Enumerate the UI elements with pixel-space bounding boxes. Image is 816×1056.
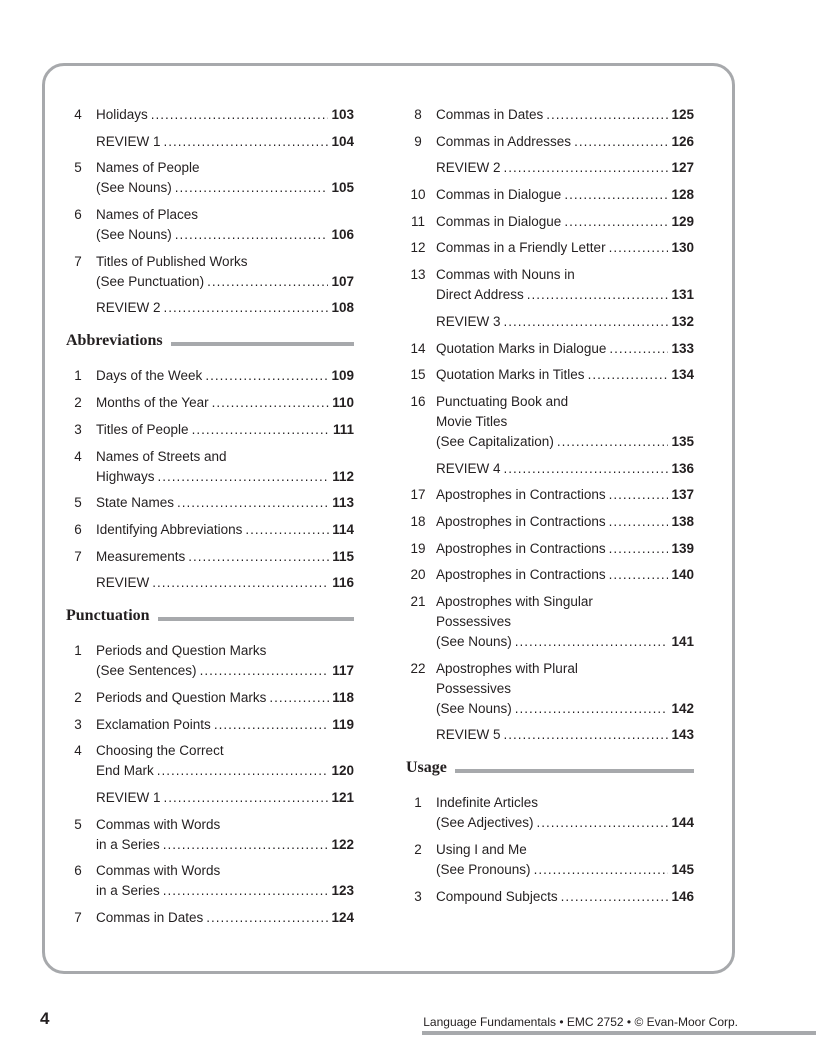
toc-entry[interactable]	[400, 265, 694, 305]
entry-title: Commas in Dialogue	[436, 213, 562, 229]
dot-leader	[157, 761, 329, 781]
page-reference: 120	[331, 763, 354, 779]
toc-entry[interactable]	[60, 447, 354, 487]
toc-entry[interactable]	[400, 212, 694, 232]
entry-title: REVIEW 2	[436, 160, 501, 176]
lesson-number: 19	[410, 540, 426, 556]
entry-title: (See Sentences)	[96, 663, 197, 679]
page-reference: 134	[671, 367, 694, 383]
entry-title: Commas in Dates	[96, 910, 204, 926]
entry-title: (See Punctuation)	[96, 273, 205, 289]
dot-leader	[175, 178, 329, 198]
toc-entry[interactable]	[60, 393, 354, 413]
toc-entry[interactable]	[400, 539, 694, 559]
entry-title: (See Capitalization)	[436, 433, 554, 449]
entry-title: Apostrophes in Contractions	[436, 567, 606, 583]
dot-leader	[151, 105, 329, 125]
dot-leader	[206, 908, 328, 928]
toc-entry[interactable]	[400, 725, 694, 745]
entry-title: Periods and Question Marks	[96, 643, 267, 659]
dot-leader	[546, 105, 668, 125]
toc-entry[interactable]	[60, 861, 354, 901]
entry-title: in a Series	[96, 883, 160, 899]
toc-entry[interactable]	[400, 158, 694, 178]
dot-leader	[561, 887, 669, 907]
dot-leader	[200, 661, 330, 681]
section-title: Usage	[406, 759, 447, 777]
page-reference: 123	[331, 883, 354, 899]
lesson-number: 7	[74, 910, 82, 926]
toc-entry[interactable]	[400, 485, 694, 505]
section-rule	[171, 342, 354, 346]
page-reference: 115	[332, 548, 354, 564]
entry-title: REVIEW 3	[436, 313, 501, 329]
entry-title: Commas in Dialogue	[436, 187, 562, 203]
footer-rule	[422, 1031, 816, 1035]
page-reference: 105	[331, 180, 354, 196]
entry-title: Apostrophes in Contractions	[436, 540, 606, 556]
entry-title: REVIEW 2	[96, 300, 161, 316]
dot-leader	[504, 158, 669, 178]
page-reference: 141	[671, 634, 694, 649]
dot-leader	[534, 860, 669, 880]
dot-leader	[527, 285, 669, 305]
dot-leader	[609, 512, 669, 532]
toc-entry[interactable]	[400, 592, 694, 652]
toc-entry[interactable]	[60, 641, 354, 681]
entry-title: REVIEW 4	[436, 460, 501, 476]
section-rule	[455, 769, 694, 773]
lesson-number: 3	[74, 716, 82, 732]
entry-title: Direct Address	[436, 287, 524, 303]
entry-title: State Names	[96, 495, 175, 511]
entry-title: Commas with Nouns in	[436, 267, 575, 283]
page-reference: 111	[332, 421, 354, 437]
dot-leader	[609, 238, 669, 258]
page-reference: 116	[332, 575, 354, 591]
lesson-number: 3	[74, 421, 82, 437]
dot-leader	[609, 565, 669, 585]
lesson-number: 2	[74, 395, 82, 411]
entry-title: Periods and Question Marks	[96, 689, 267, 705]
lesson-number: 2	[74, 689, 82, 705]
entry-title: Commas in a Friendly Letter	[436, 240, 606, 256]
entry-title: Commas with Words	[96, 863, 221, 879]
entry-title: Days of the Week	[96, 368, 203, 384]
page-reference: 119	[332, 716, 354, 732]
page-reference: 112	[332, 468, 354, 484]
entry-title: in a Series	[96, 836, 160, 852]
page-number: 4	[40, 1009, 50, 1028]
toc-entry[interactable]	[60, 105, 354, 125]
dot-leader	[574, 132, 668, 152]
entry-title: Choosing the Correct	[96, 743, 224, 759]
entry-title: (See Pronouns)	[436, 862, 531, 878]
lesson-number: 1	[414, 795, 422, 811]
toc-entry[interactable]	[60, 815, 354, 855]
lesson-number: 4	[74, 743, 82, 759]
entry-title: Apostrophes in Contractions	[436, 513, 606, 529]
footer-credit: Language Fundamentals • EMC 2752 • © Evan-Moor Corp.	[423, 1015, 738, 1029]
page-reference: 117	[332, 663, 354, 679]
toc-entry[interactable]	[400, 312, 694, 332]
lesson-number: 21	[410, 594, 426, 609]
page-reference: 121	[331, 790, 354, 805]
toc-entry[interactable]	[400, 339, 694, 359]
entry-title: Possessives	[436, 680, 512, 696]
dot-leader	[588, 365, 669, 385]
page-reference: 142	[671, 700, 694, 716]
dot-leader	[504, 312, 669, 332]
lesson-number: 15	[410, 367, 426, 383]
toc-entry[interactable]	[60, 520, 354, 540]
dot-leader	[504, 459, 669, 479]
section-heading	[66, 607, 354, 625]
entry-title: Identifying Abbreviations	[96, 521, 243, 537]
dot-leader	[207, 272, 328, 292]
dot-leader	[212, 393, 330, 413]
toc-entry[interactable]	[400, 365, 694, 385]
dot-leader	[564, 212, 668, 232]
entry-title: Using I and Me	[436, 842, 527, 858]
page-reference: 138	[671, 513, 694, 529]
lesson-number: 4	[74, 448, 82, 464]
entry-title: Holidays	[96, 107, 148, 122]
lesson-number: 1	[74, 368, 82, 384]
lesson-number: 22	[410, 660, 426, 676]
lesson-number: 6	[74, 521, 82, 537]
dot-leader	[515, 632, 669, 652]
page-reference: 109	[331, 368, 354, 384]
entry-title: (See Nouns)	[436, 634, 512, 649]
dot-leader	[245, 520, 329, 540]
toc-entry[interactable]	[60, 547, 354, 567]
entry-title: Names of Streets and	[96, 448, 227, 464]
entry-title: Apostrophes with Singular	[436, 594, 593, 609]
toc-entry[interactable]	[400, 238, 694, 258]
dot-leader	[564, 185, 668, 205]
entry-title: Exclamation Points	[96, 716, 211, 732]
page-reference: 144	[671, 815, 694, 831]
entry-title: (See Adjectives)	[436, 815, 534, 831]
dot-leader	[557, 432, 669, 452]
entry-title: Names of People	[96, 160, 200, 176]
dot-leader	[192, 420, 330, 440]
lesson-number: 16	[410, 393, 426, 409]
toc-entry[interactable]	[60, 715, 354, 735]
lesson-number: 5	[74, 495, 82, 511]
lesson-number: 17	[410, 487, 426, 503]
toc-entry[interactable]	[60, 493, 354, 513]
toc-entry[interactable]	[60, 741, 354, 781]
entry-title: (See Nouns)	[96, 227, 172, 243]
entry-title: REVIEW 1	[96, 790, 161, 805]
toc-entry[interactable]	[60, 132, 354, 152]
entry-title: Possessives	[436, 614, 512, 629]
page-reference: 126	[671, 133, 694, 149]
page-reference: 135	[671, 433, 694, 449]
dot-leader	[152, 573, 329, 593]
dot-leader	[158, 467, 330, 487]
entry-title: Quotation Marks in Titles	[436, 367, 585, 383]
lesson-number: 14	[410, 340, 426, 356]
entry-title: Commas with Words	[96, 816, 221, 832]
dot-leader	[164, 132, 329, 152]
dot-leader	[163, 881, 329, 901]
page-reference: 107	[331, 273, 354, 289]
dot-leader	[609, 339, 668, 359]
lesson-number: 3	[414, 888, 422, 904]
dot-leader	[164, 788, 329, 808]
entry-title: Months of the Year	[96, 395, 209, 411]
toc-entry[interactable]	[60, 158, 354, 198]
toc-entry[interactable]	[60, 298, 354, 318]
entry-title: Punctuating Book and	[436, 393, 569, 409]
page-reference: 114	[332, 521, 354, 537]
lesson-number: 10	[410, 187, 426, 203]
page-reference: 118	[332, 689, 354, 705]
toc-entry[interactable]	[60, 688, 354, 708]
dot-leader	[504, 725, 669, 745]
toc-entry[interactable]	[400, 512, 694, 532]
dot-leader	[175, 225, 329, 245]
toc-entry[interactable]	[60, 252, 354, 292]
lesson-number: 20	[410, 567, 426, 583]
entry-title: Measurements	[96, 548, 186, 564]
page-reference: 108	[331, 300, 354, 316]
lesson-number: 7	[74, 253, 82, 269]
lesson-number: 1	[74, 643, 82, 659]
entry-title: Movie Titles	[436, 413, 508, 429]
toc-entry[interactable]	[400, 132, 694, 152]
section-title: Punctuation	[66, 607, 150, 625]
toc-entry[interactable]	[60, 205, 354, 245]
lesson-number: 5	[74, 816, 82, 832]
toc-entry[interactable]	[60, 788, 354, 808]
lesson-number: 6	[74, 863, 82, 879]
entry-title: Quotation Marks in Dialogue	[436, 340, 607, 356]
page-reference: 122	[331, 836, 354, 852]
page-reference: 103	[331, 107, 354, 122]
page-reference: 129	[671, 213, 694, 229]
entry-title: (See Nouns)	[96, 180, 172, 196]
dot-leader	[164, 298, 329, 318]
section-rule	[158, 617, 354, 621]
page-reference: 143	[671, 727, 694, 743]
page-reference: 133	[671, 340, 694, 356]
page-reference: 145	[671, 862, 694, 878]
dot-leader	[609, 485, 669, 505]
page-reference: 125	[671, 107, 694, 122]
entry-title: Titles of People	[96, 421, 189, 437]
lesson-number: 8	[414, 107, 422, 122]
toc-entry[interactable]	[400, 392, 694, 452]
toc-entry[interactable]	[400, 459, 694, 479]
page-reference: 132	[671, 313, 694, 329]
dot-leader	[188, 547, 329, 567]
page-reference: 140	[671, 567, 694, 583]
lesson-number: 18	[410, 513, 426, 529]
lesson-number: 11	[410, 213, 425, 229]
lesson-number: 2	[414, 842, 422, 858]
entry-title: REVIEW	[96, 575, 150, 591]
entry-title: REVIEW 1	[96, 133, 161, 149]
page-reference: 104	[331, 133, 354, 149]
toc-entry[interactable]	[60, 420, 354, 440]
page-reference: 131	[671, 287, 694, 303]
entry-title: Commas in Addresses	[436, 133, 572, 149]
entry-title: Apostrophes with Plural	[436, 660, 578, 676]
dot-leader	[163, 835, 329, 855]
section-title: Abbreviations	[66, 332, 163, 350]
lesson-number: 9	[414, 133, 422, 149]
entry-title: Names of Places	[96, 207, 199, 223]
toc-entry[interactable]	[400, 793, 694, 833]
lesson-number: 12	[410, 240, 426, 256]
page-reference: 106	[331, 227, 354, 243]
entry-title: Titles of Published Works	[96, 253, 248, 269]
entry-title: Commas in Dates	[436, 107, 544, 122]
toc-entry[interactable]	[400, 840, 694, 880]
toc-entry[interactable]	[400, 105, 694, 125]
toc-entry[interactable]	[60, 366, 354, 386]
dot-leader	[609, 539, 669, 559]
section-heading	[66, 332, 354, 350]
toc-left-column	[60, 105, 354, 935]
page-reference: 124	[331, 910, 354, 926]
page-reference: 110	[332, 395, 354, 411]
toc-entry[interactable]	[60, 908, 354, 928]
lesson-number: 4	[74, 107, 82, 122]
dot-leader	[214, 715, 329, 735]
page-reference: 139	[671, 540, 694, 556]
entry-title: REVIEW 5	[436, 727, 501, 743]
toc-entry[interactable]	[400, 887, 694, 907]
lesson-number: 13	[410, 267, 426, 283]
lesson-number: 5	[74, 160, 82, 176]
entry-title: Apostrophes in Contractions	[436, 487, 606, 503]
page-reference: 137	[671, 487, 694, 503]
dot-leader	[177, 493, 329, 513]
dot-leader	[537, 813, 669, 833]
toc-entry[interactable]	[400, 565, 694, 585]
toc-right-column	[400, 105, 694, 913]
lesson-number: 6	[74, 207, 82, 223]
entry-title: Highways	[96, 468, 155, 484]
page-reference: 146	[671, 888, 694, 904]
page-reference: 127	[671, 160, 694, 176]
toc-entry[interactable]	[400, 659, 694, 719]
page-reference: 113	[332, 495, 354, 511]
dot-leader	[515, 699, 669, 719]
page-reference: 136	[671, 460, 694, 476]
toc-entry[interactable]	[60, 573, 354, 593]
page-reference: 130	[671, 240, 694, 256]
entry-title: (See Nouns)	[436, 700, 512, 716]
section-heading	[406, 759, 694, 777]
entry-title: Compound Subjects	[436, 888, 558, 904]
entry-title: End Mark	[96, 763, 154, 779]
dot-leader	[269, 688, 329, 708]
dot-leader	[205, 366, 328, 386]
page-reference: 128	[671, 187, 694, 203]
entry-title: Indefinite Articles	[436, 795, 539, 811]
toc-entry[interactable]	[400, 185, 694, 205]
lesson-number: 7	[74, 548, 82, 564]
